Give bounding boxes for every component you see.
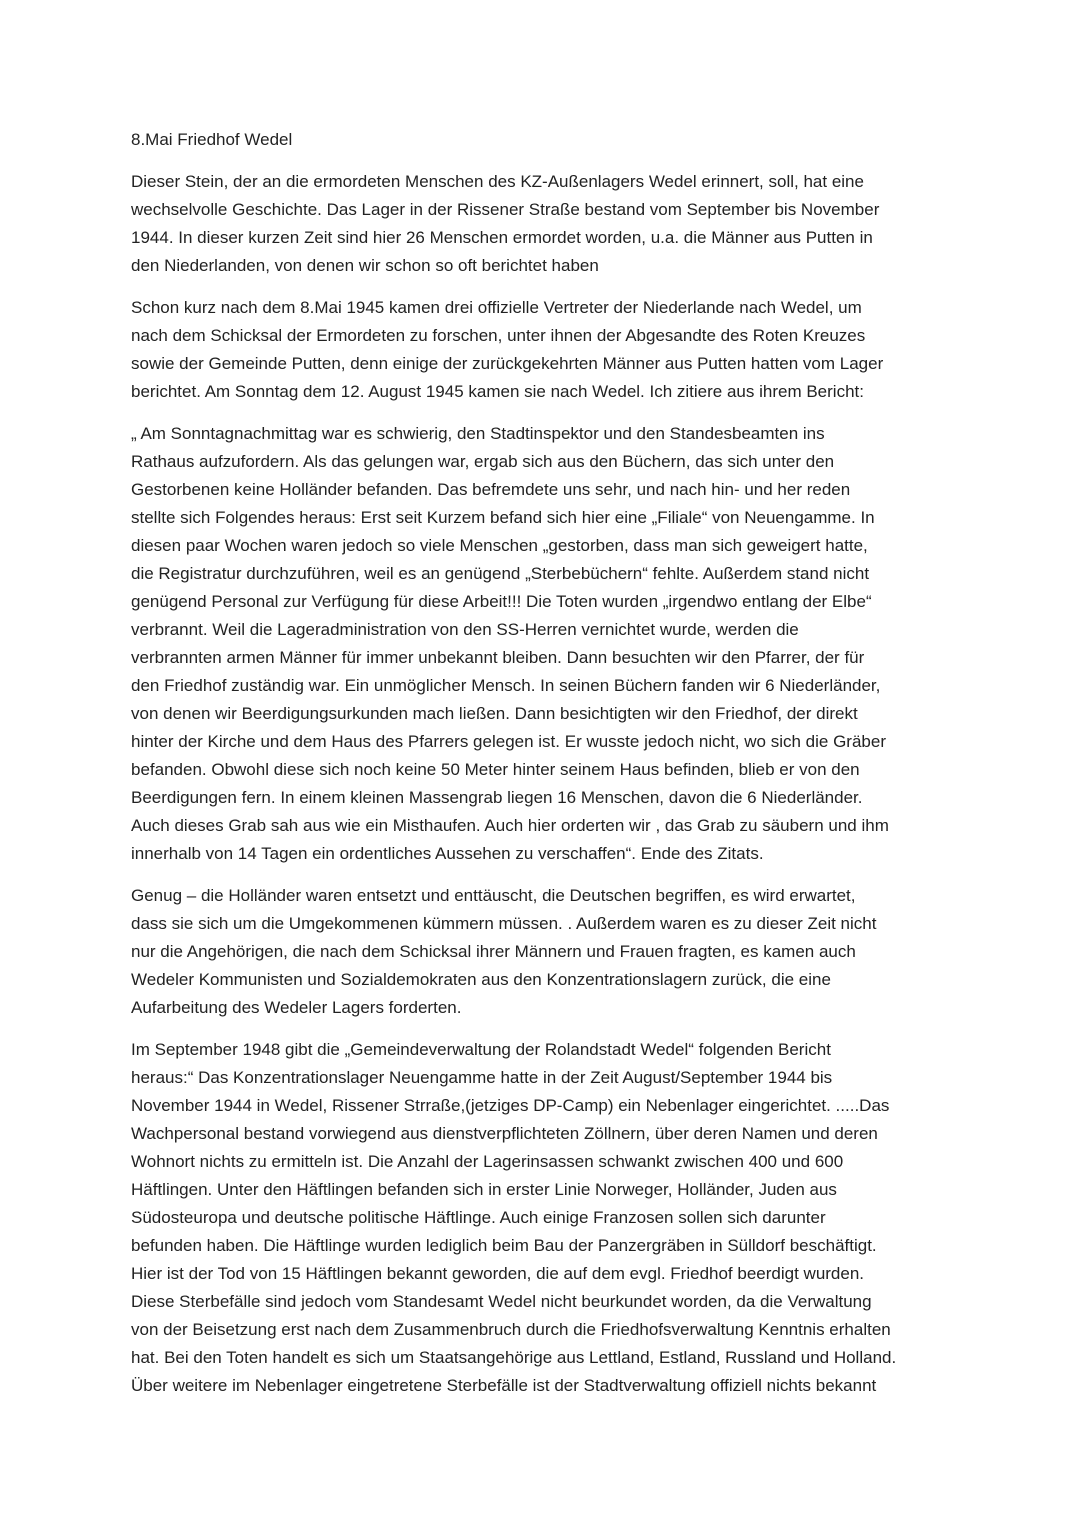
text-line: Diese Sterbefälle sind jedoch vom Standesamt Wedel nicht beurkundet worden, da die Verwaltung — [131, 1292, 872, 1311]
text-line: Beerdigungen fern. In einem kleinen Massengrab liegen 16 Menschen, davon die 6 Niederländer. — [131, 788, 863, 807]
document-title: 8.Mai Friedhof Wedel — [131, 130, 293, 149]
text-line: Über weitere im Nebenlager eingetretene Sterbefälle ist der Stadtverwaltung offiziell nichts bekannt — [131, 1376, 877, 1395]
text-line: von der Beisetzung erst nach dem Zusammenbruch durch die Friedhofsverwaltung Kenntnis erhalten — [131, 1320, 891, 1339]
text-line: innerhalb von 14 Tagen ein ordentliches Aussehen zu verschaffen“. Ende des Zitats. — [131, 844, 764, 863]
text-line: Schon kurz nach dem 8.Mai 1945 kamen drei offizielle Vertreter der Niederlande nach Wedel, um — [131, 298, 862, 317]
text-line: Häftlingen. Unter den Häftlingen befanden sich in erster Linie Norweger, Holländer, Juden aus — [131, 1180, 837, 1199]
text-line: wechselvolle Geschichte. Das Lager in der Rissener Straße bestand vom September bis November — [131, 200, 880, 219]
text-line: den Friedhof zuständig war. Ein unmöglicher Mensch. In seinen Büchern fanden wir 6 Niederländer, — [131, 676, 881, 695]
text-line: genügend Personal zur Verfügung für diese Arbeit!!! Die Toten wurden „irgendwo entlang der Elbe“ — [131, 592, 872, 611]
text-line: Aufarbeitung des Wedeler Lagers forderten. — [131, 998, 462, 1017]
text-line: Wachpersonal bestand vorwiegend aus dienstverpflichteten Zöllnern, über deren Namen und deren — [131, 1124, 878, 1143]
text-line: Auch dieses Grab sah aus wie ein Misthaufen. Auch hier orderten wir , das Grab zu säubern und ihm — [131, 816, 889, 835]
text-line: 1944. In dieser kurzen Zeit sind hier 26 Menschen ermordet worden, u.a. die Männer aus Putten in — [131, 228, 873, 247]
text-line: Genug – die Holländer waren entsetzt und enttäuscht, die Deutschen begriffen, es wird erwartet, — [131, 886, 856, 905]
document-body — [131, 126, 971, 1414]
text-line: Gestorbenen keine Holländer befanden. Das befremdete uns sehr, und nach hin- und her reden — [131, 480, 851, 499]
text-line: diesen paar Wochen waren jedoch so viele Menschen „gestorben, dass man sich geweigert hatte, — [131, 536, 868, 555]
text-line: befanden. Obwohl diese sich noch keine 50 Meter hinter seinem Haus befinden, blieb er von den — [131, 760, 860, 779]
text-line: hat. Bei den Toten handelt es sich um Staatsangehörige aus Lettland, Estland, Russland und Holland. — [131, 1348, 897, 1367]
text-line: befunden haben. Die Häftlinge wurden lediglich beim Bau der Panzergräben in Sülldorf beschäftigt. — [131, 1236, 877, 1255]
text-line: berichtet. Am Sonntag dem 12. August 1945 kamen sie nach Wedel. Ich zitiere aus ihrem Bericht: — [131, 382, 864, 401]
text-line: Wedeler Kommunisten und Sozialdemokraten aus den Konzentrationslagern zurück, die eine — [131, 970, 831, 989]
text-line: Wohnort nichts zu ermitteln ist. Die Anzahl der Lagerinsassen schwankt zwischen 400 und 600 — [131, 1152, 844, 1171]
text-line: Hier ist der Tod von 15 Häftlingen bekannt geworden, die auf dem evgl. Friedhof beerdigt wurden. — [131, 1264, 865, 1283]
text-line: heraus:“ Das Konzentrationslager Neuengamme hatte in der Zeit August/September 1944 bis — [131, 1068, 833, 1087]
text-line: von denen wir Beerdigungsurkunden mach ließen. Dann besichtigten wir den Friedhof, der direkt — [131, 704, 858, 723]
text-line: „ Am Sonntagnachmittag war es schwierig, den Stadtinspektor und den Standesbeamten ins — [131, 424, 825, 443]
paragraph-4 — [131, 882, 971, 1022]
text-line: verbrannt. Weil die Lageradministration von den SS-Herren vernichtet wurde, werden die — [131, 620, 799, 639]
text-line: Dieser Stein, der an die ermordeten Menschen des KZ-Außenlagers Wedel erinnert, soll, hat eine — [131, 172, 864, 191]
paragraph-5 — [131, 1036, 971, 1400]
paragraph-quote — [131, 420, 971, 868]
text-line: Südosteuropa und deutsche politische Häftlinge. Auch einige Franzosen sollen sich darunter — [131, 1208, 826, 1227]
text-line: Rathaus aufzufordern. Als das gelungen war, ergab sich aus den Büchern, das sich unter den — [131, 452, 835, 471]
text-line: Im September 1948 gibt die „Gemeindeverwaltung der Rolandstadt Wedel“ folgenden Bericht — [131, 1040, 831, 1059]
text-line: verbrannten armen Männer für immer unbekannt bleiben. Dann besuchten wir den Pfarrer, der für — [131, 648, 865, 667]
paragraph-2 — [131, 294, 971, 406]
text-line: nach dem Schicksal der Ermordeten zu forschen, unter ihnen der Abgesandte des Roten Kreuzes — [131, 326, 866, 345]
text-line: den Niederlanden, von denen wir schon so oft berichtet haben — [131, 256, 599, 275]
text-line: stellte sich Folgendes heraus: Erst seit Kurzem befand sich hier eine „Filiale“ von Neuengamme. In — [131, 508, 875, 527]
text-line: sowie der Gemeinde Putten, denn einige der zurückgekehrten Männer aus Putten hatten vom Lager — [131, 354, 884, 373]
text-line: dass sie sich um die Umgekommenen kümmern müssen. . Außerdem waren es zu dieser Zeit nicht — [131, 914, 877, 933]
text-line: nur die Angehörigen, die nach dem Schicksal ihrer Männern und Frauen fragten, es kamen auch — [131, 942, 856, 961]
text-line: November 1944 in Wedel, Rissener Strraße,(jetziges DP-Camp) ein Nebenlager eingerichtet. .....Das — [131, 1096, 890, 1115]
text-line: hinter der Kirche und dem Haus des Pfarrers gelegen ist. Er wusste jedoch nicht, wo sich die Gräber — [131, 732, 886, 751]
paragraph-1 — [131, 168, 971, 280]
text-line: die Registratur durchzuführen, weil es an genügend „Sterbebüchern“ fehlte. Außerdem stand nicht — [131, 564, 870, 583]
